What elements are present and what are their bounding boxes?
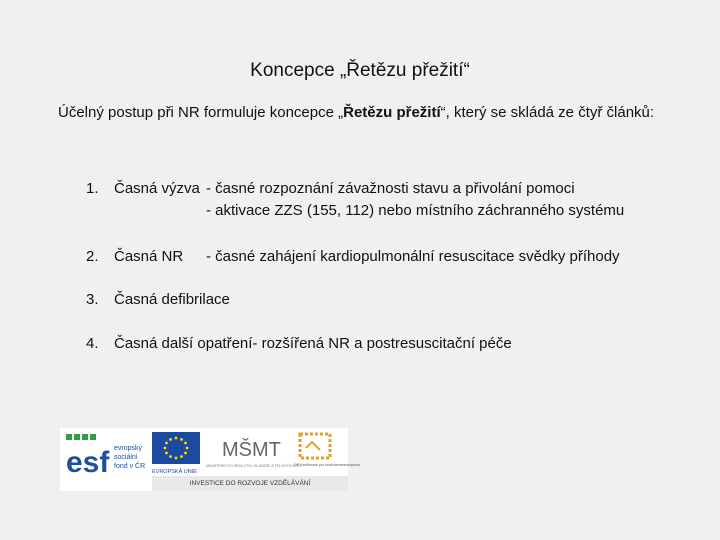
item-description: - časné zahájení kardiopulmonální resuscitace svědky příhody [206,248,620,265]
esf-sub-2: sociální [114,454,138,461]
item-description-2: - aktivace ZZS (155, 112) nebo místního záchranného systému [206,202,625,219]
eu-caption: EVROPSKÁ UNIE [152,469,197,475]
item-description: - časné rozpoznání závažnosti stavu a přivolání pomoci [206,180,575,197]
esf-mark: esf [66,446,110,479]
item-label: Časná defibrilace [114,291,230,308]
msmt-mark: MŠMT [222,439,281,461]
intro-text-after: “, který se skládá ze čtyř článků: [440,104,655,121]
item-label: Časná NR [114,248,184,265]
item-number: 1. [86,180,99,197]
intro-text-bold: Řetězu přežití [343,104,441,121]
esf-sub-1: evropský [114,445,143,452]
item-label: Časná výzva [114,180,200,197]
item-label: Časná další opatření- rozšířená NR a postresuscitační péče [114,335,512,352]
item-number: 3. [86,291,99,308]
logo-strip [60,428,361,491]
msmt-logo [204,430,302,476]
esf-logo [64,430,148,479]
item-number: 2. [86,248,99,265]
esf-sub-3: fond v ČR [114,463,146,470]
intro-text-before: Účelný postup při NR formuluje koncepce „ [58,104,344,121]
investment-caption: INVESTICE DO ROZVOJE VZDĚLÁVÁNÍ [152,476,348,491]
op-caption: OP Vzdělávání pro konkurenceschopnost [294,463,361,467]
slide-title: Koncepce „Řetězu přežití“ [250,60,470,81]
msmt-caption: MINISTERSTVO ŠKOLSTVÍ, MLÁDEŽE A TĚLOVÝCHOVY [206,464,302,468]
intro-paragraph [58,104,668,121]
op-logo [292,430,361,476]
eu-flag-logo [152,432,202,476]
item-number: 4. [86,335,99,352]
